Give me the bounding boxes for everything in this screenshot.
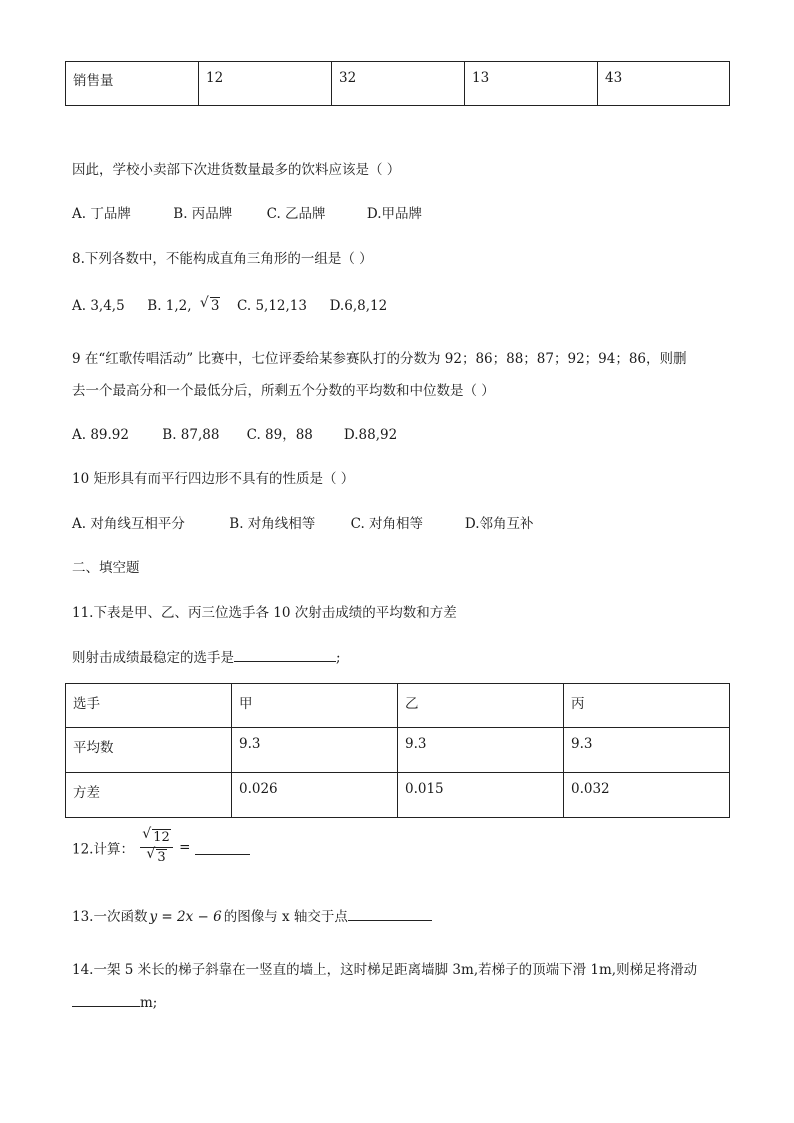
q13 (72, 905, 432, 925)
q7-option-a: A. 丁品牌 (72, 206, 131, 222)
fraction-numerator (140, 826, 173, 848)
answer-blank (72, 993, 140, 1007)
sqrt-symbol: √ 12 (142, 826, 170, 845)
q11-prompt-text: 则射击成绩最稳定的选手是 (72, 650, 234, 666)
table-row (66, 684, 730, 728)
q8-option-b-prefix: B. 1,2, (147, 298, 192, 314)
q8-option-d: D.6,8,12 (329, 298, 388, 314)
q9-option-a: A. 89.92 (72, 427, 129, 443)
sqrt-symbol: √ 3 (199, 295, 220, 314)
q11-prompt-suffix: ; (336, 650, 341, 666)
sales-cell-1: 12 (199, 62, 332, 106)
sales-table (65, 61, 730, 106)
header-cell-jia: 甲 (232, 684, 398, 728)
answer-blank (234, 648, 336, 662)
q14-line-2 (72, 993, 157, 1011)
q14-line-2-suffix: m; (140, 995, 158, 1011)
q7-option-d: D.甲品牌 (366, 206, 423, 222)
q13-prefix: 13.一次函数 (72, 909, 148, 925)
answer-blank (348, 907, 432, 921)
q8-stem: 8.下列各数中，不能构成直角三角形的一组是（ ） (72, 251, 373, 267)
q11-prompt (72, 646, 341, 666)
q9-option-b: B. 87,88 (162, 427, 220, 443)
q10-option-d: D.邻角互补 (464, 516, 534, 532)
q10-option-a: A. 对角线互相平分 (72, 516, 185, 532)
cell-variance-jia: 0.026 (232, 773, 398, 818)
q7-option-c: C. 乙品牌 (266, 206, 326, 222)
q9-options (72, 423, 397, 443)
cell-mean-jia: 9.3 (232, 728, 398, 773)
q13-suffix: 的图像与 x 轴交于点 (223, 909, 348, 925)
cell-mean-yi: 9.3 (398, 728, 564, 773)
q7-options (72, 202, 422, 222)
q8-option-b-radicand: 3 (210, 298, 220, 314)
q8-options (72, 295, 388, 314)
q10-option-c: C. 对角相等 (350, 516, 424, 532)
answer-blank (195, 841, 250, 855)
sales-cell-4: 43 (598, 62, 730, 106)
q7-option-b: B. 丙品牌 (173, 206, 233, 222)
q12-denominator-radicand: 3 (157, 850, 166, 865)
cell-variance-bing: 0.032 (564, 773, 730, 818)
header-cell-player: 选手 (66, 684, 232, 728)
q12-equals: = (179, 839, 191, 856)
fraction-denominator (140, 848, 173, 866)
q8-option-a: A. 3,4,5 (72, 298, 125, 314)
q11-stem: 11.下表是甲、乙、丙三位选手各 10 次射击成绩的平均数和方差 (72, 605, 457, 621)
sales-label-cell: 销售量 (66, 62, 199, 106)
q8-option-c: C. 5,12,13 (237, 298, 307, 314)
row-label-mean: 平均数 (66, 728, 232, 773)
q9-line-1: 9 在“红歌传唱活动” 比赛中，七位评委给某参赛队打的分数为 92；86；88；87；92；94；86，则删 (72, 351, 687, 367)
q13-formula: y = 2x − 6 (149, 909, 222, 925)
q9-line-2: 去一个最高分和一个最低分后，所剩五个分数的平均数和中位数是（ ） (72, 383, 495, 399)
q12-prefix: 12.计算： (72, 841, 134, 858)
q12 (72, 826, 250, 873)
header-cell-yi: 乙 (398, 684, 564, 728)
q9-option-c: C. 89，88 (246, 427, 313, 443)
cell-variance-yi: 0.015 (398, 773, 564, 818)
table-row (66, 773, 730, 818)
q7-conclusion: 因此，学校小卖部下次进货数量最多的饮料应该是（ ） (72, 162, 401, 178)
q14-line-1: 14.一架 5 米长的梯子斜靠在一竖直的墙上，这时梯足距离墙脚 3m,若梯子的顶端下滑 1m,则梯足将滑动 (72, 962, 698, 978)
q10-option-b: B. 对角线相等 (229, 516, 316, 532)
sales-cell-2: 32 (332, 62, 465, 106)
sqrt-symbol: √ 3 (146, 846, 166, 865)
q9-option-d: D.88,92 (343, 427, 398, 443)
header-cell-bing: 丙 (564, 684, 730, 728)
cell-mean-bing: 9.3 (564, 728, 730, 773)
row-label-variance: 方差 (66, 773, 232, 818)
q12-numerator-radicand: 12 (153, 830, 170, 845)
q8-option-b (147, 295, 224, 314)
q10-options (72, 512, 534, 532)
sales-cell-3: 13 (465, 62, 598, 106)
fraction (140, 826, 173, 866)
table-row (66, 62, 730, 106)
table-row (66, 728, 730, 773)
shooting-table (65, 683, 730, 818)
section-title: 二、填空题 (72, 560, 140, 576)
q10-stem: 10 矩形具有而平行四边形不具有的性质是（ ） (72, 471, 355, 487)
